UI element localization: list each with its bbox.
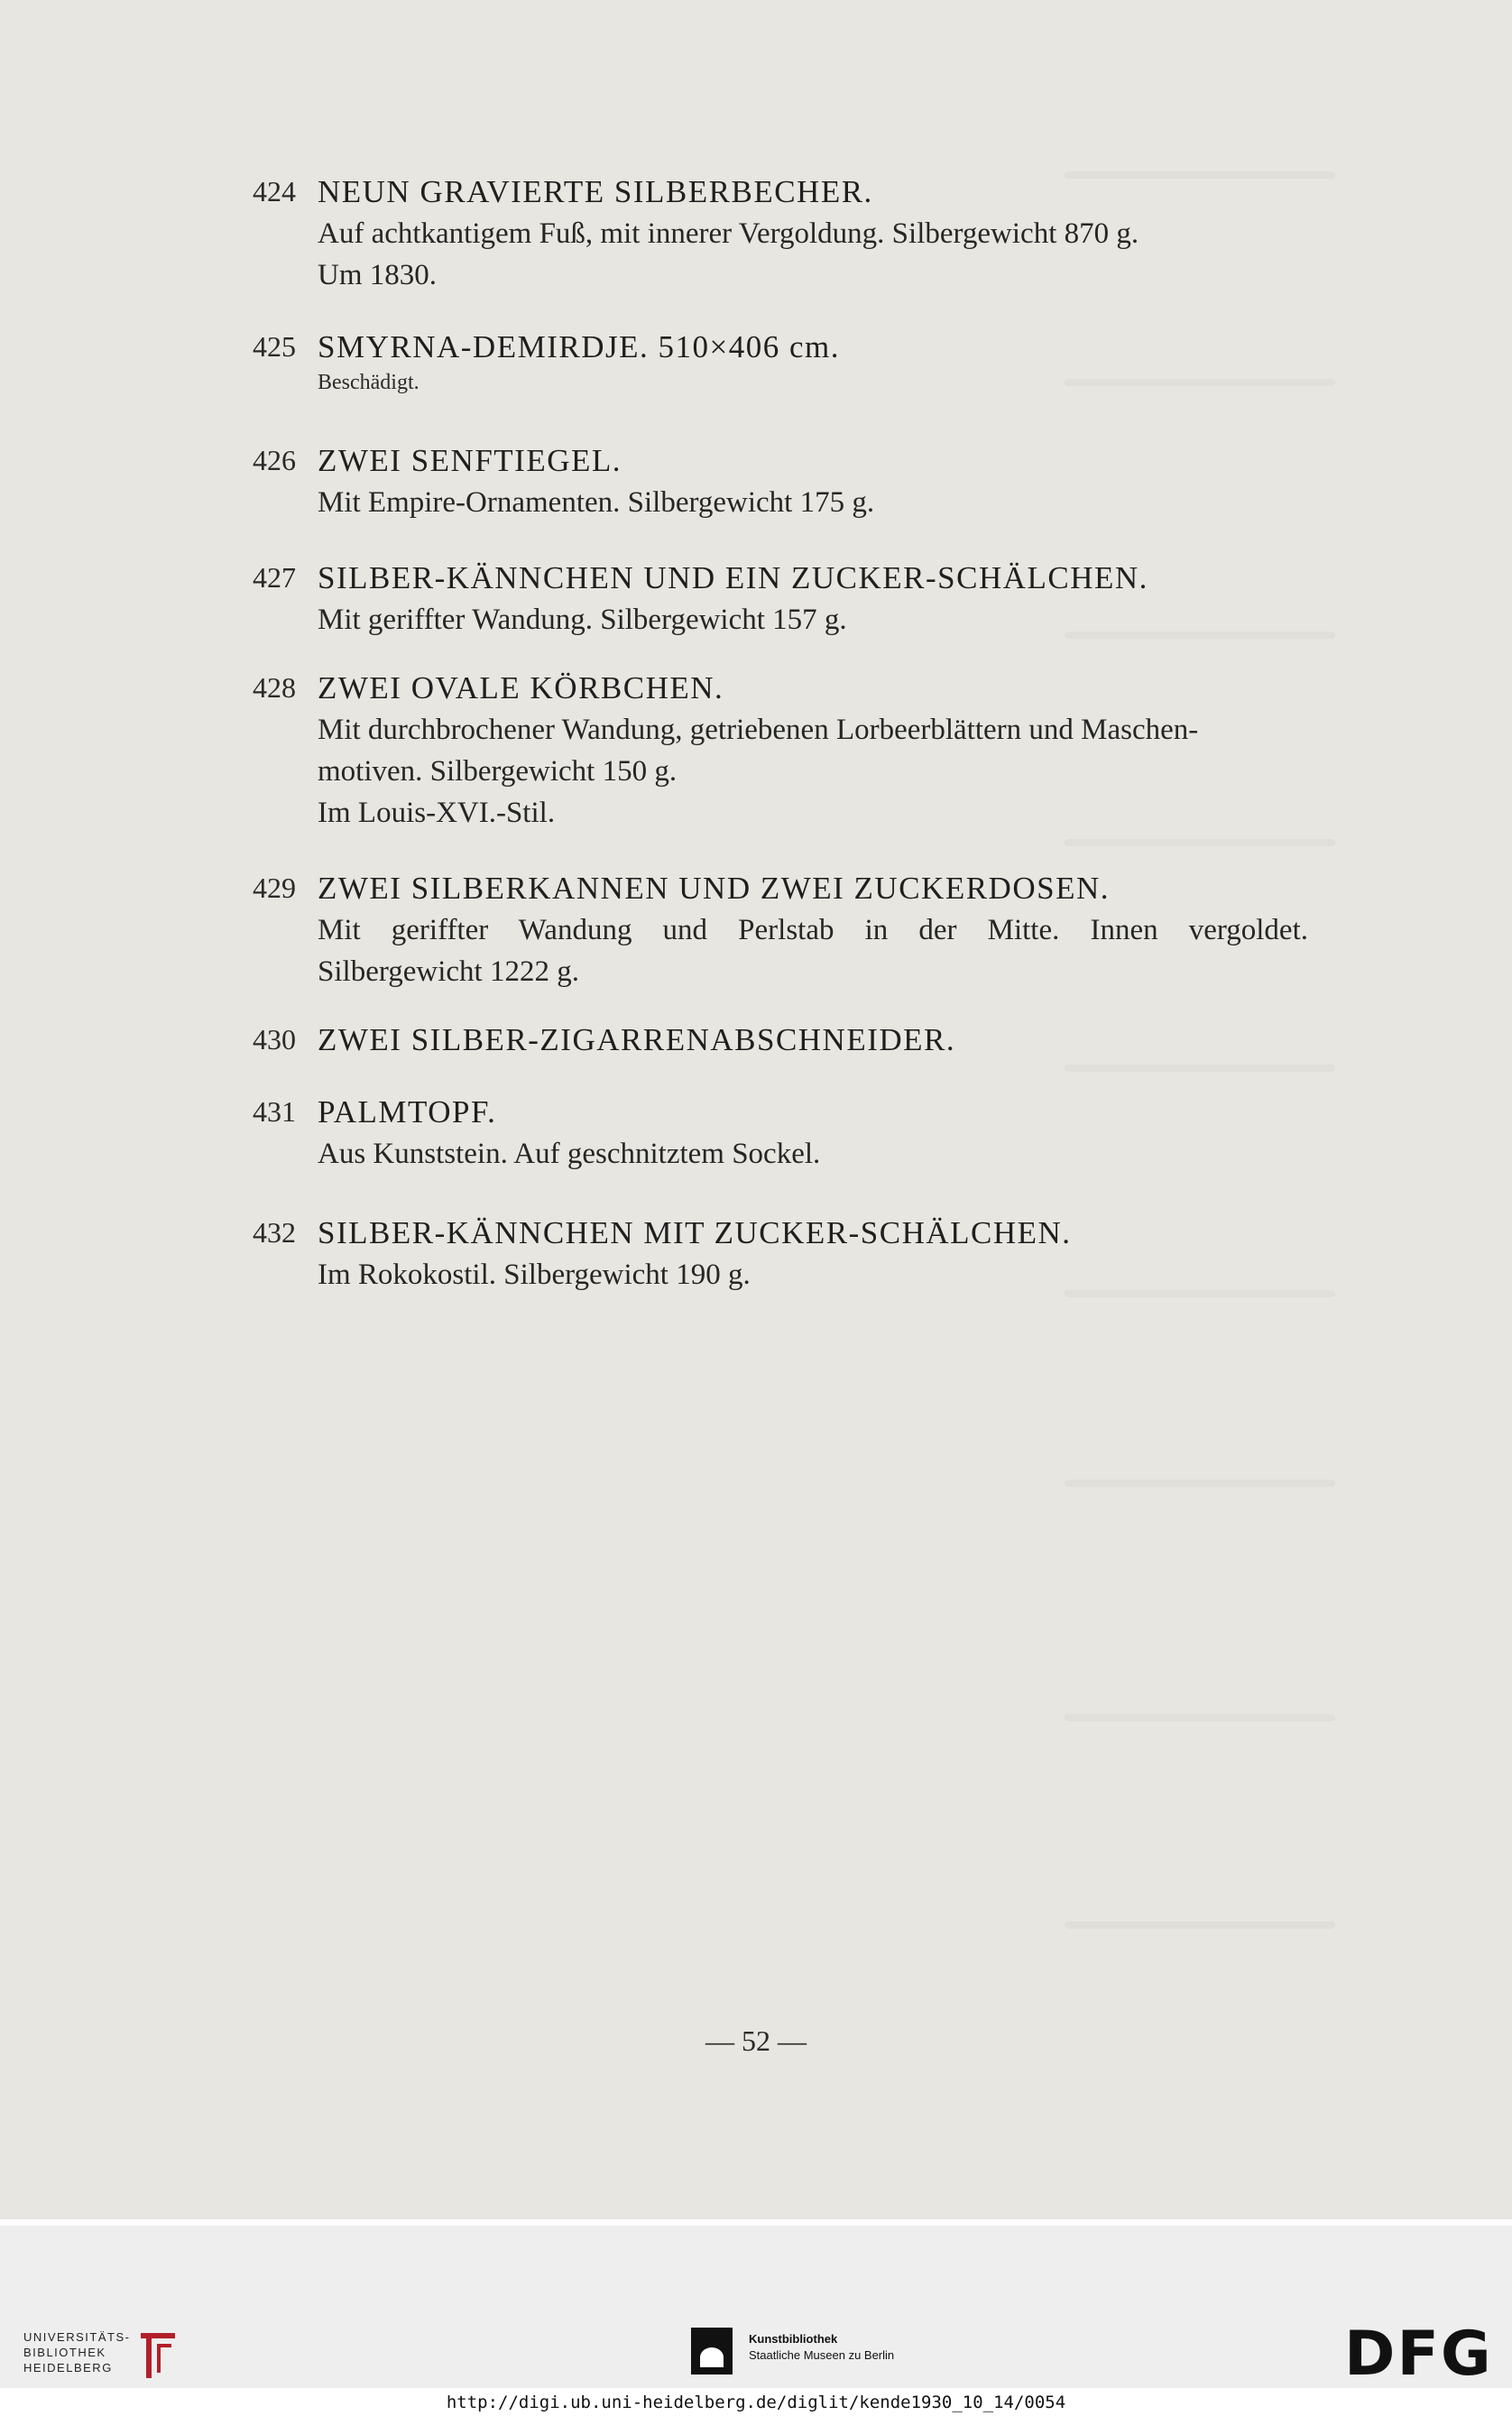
university-line: UNIVERSITÄTS- xyxy=(23,2330,131,2344)
show-through-text xyxy=(1065,1922,1335,1929)
kunstbibliothek-name: Kunstbibliothek xyxy=(749,2332,838,2346)
catalog-entry-430 xyxy=(253,1019,1335,1061)
entry-title: ZWEI OVALE KÖRBCHEN. xyxy=(318,670,724,705)
entry-description: motiven. Silbergewicht 150 g. xyxy=(318,755,678,788)
kunstbibliothek-subtitle: Staatliche Museen zu Berlin xyxy=(749,2348,895,2362)
entry-description: Silbergewicht 1222 g. xyxy=(318,955,579,988)
entry-number: 427 xyxy=(253,561,296,594)
entry-number: 428 xyxy=(253,671,296,704)
entry-description: Im Louis-XVI.-Stil. xyxy=(318,797,556,829)
university-line: HEIDELBERG xyxy=(23,2361,113,2375)
entry-description: Aus Kunststein. Auf geschnitztem Sockel. xyxy=(318,1138,821,1170)
entry-title: SILBER-KÄNNCHEN UND EIN ZUCKER-SCHÄLCHEN. xyxy=(318,560,1148,595)
catalog-entry-426 xyxy=(253,440,1335,523)
entry-description: Mit Empire-Ornamenten. Silbergewicht 175 g. xyxy=(318,486,875,519)
entry-description: Um 1830. xyxy=(318,259,437,291)
show-through-text xyxy=(1065,1480,1335,1487)
footer-band xyxy=(0,2226,1512,2388)
catalog-entry-427 xyxy=(253,558,1335,641)
dfg-logo: DFG xyxy=(1344,2319,1493,2390)
entry-title: ZWEI SENFTIEGEL. xyxy=(318,443,622,478)
entry-number: 430 xyxy=(253,1023,296,1056)
kunstbibliothek-logo-icon xyxy=(691,2328,733,2375)
entry-title: SILBER-KÄNNCHEN MIT ZUCKER-SCHÄLCHEN. xyxy=(318,1215,1072,1250)
page-number: — 52 — xyxy=(705,2024,807,2057)
entry-title: NEUN GRAVIERTE SILBERBECHER. xyxy=(318,174,873,209)
university-library-logo-text xyxy=(23,2329,130,2375)
entry-note: Beschädigt. xyxy=(318,371,419,394)
entry-number: 424 xyxy=(253,175,296,207)
permalink-url[interactable]: http://digi.ub.uni-heidelberg.de/diglit/kende1930_10_14/0054 xyxy=(446,2393,1066,2412)
university-logo-icon xyxy=(139,2328,177,2380)
catalog-entry-432 xyxy=(253,1213,1335,1296)
catalog-entry-424 xyxy=(253,171,1335,296)
entry-number: 426 xyxy=(253,444,296,476)
entry-number: 425 xyxy=(253,330,296,363)
entry-number: 432 xyxy=(253,1216,296,1249)
catalog-entry-431 xyxy=(253,1092,1335,1175)
entry-title: PALMTOPF. xyxy=(318,1094,497,1130)
entry-description: Mit geriffter Wandung und Perlstab in der Mitte. Innen vergoldet. xyxy=(318,914,1308,946)
show-through-text xyxy=(1065,1065,1335,1072)
show-through-text xyxy=(1065,1714,1335,1721)
entry-description: Mit geriffter Wandung. Silbergewicht 157 g. xyxy=(318,604,847,636)
entry-title: SMYRNA-DEMIRDJE. 510×406 cm. xyxy=(318,329,840,364)
university-line: BIBLIOTHEK xyxy=(23,2346,106,2359)
entry-title: ZWEI SILBERKANNEN UND ZWEI ZUCKERDOSEN. xyxy=(318,871,1110,906)
catalog-entry-425 xyxy=(253,327,1335,397)
entry-number: 429 xyxy=(253,871,296,904)
entry-description: Im Rokokostil. Silbergewicht 190 g. xyxy=(318,1259,751,1291)
entry-number: 431 xyxy=(253,1095,296,1128)
entry-title: ZWEI SILBER-ZIGARRENABSCHNEIDER. xyxy=(318,1022,956,1057)
catalog-entry-429 xyxy=(253,868,1335,992)
catalog-entry-428 xyxy=(253,668,1335,834)
kunstbibliothek-credit xyxy=(749,2331,894,2364)
show-through-text xyxy=(1065,839,1335,846)
entry-description: Auf achtkantigem Fuß, mit innerer Vergoldung. Silbergewicht 870 g. xyxy=(318,217,1139,250)
entry-description: Mit durchbrochener Wandung, getriebenen Lorbeerblättern und Maschen- xyxy=(318,714,1199,746)
